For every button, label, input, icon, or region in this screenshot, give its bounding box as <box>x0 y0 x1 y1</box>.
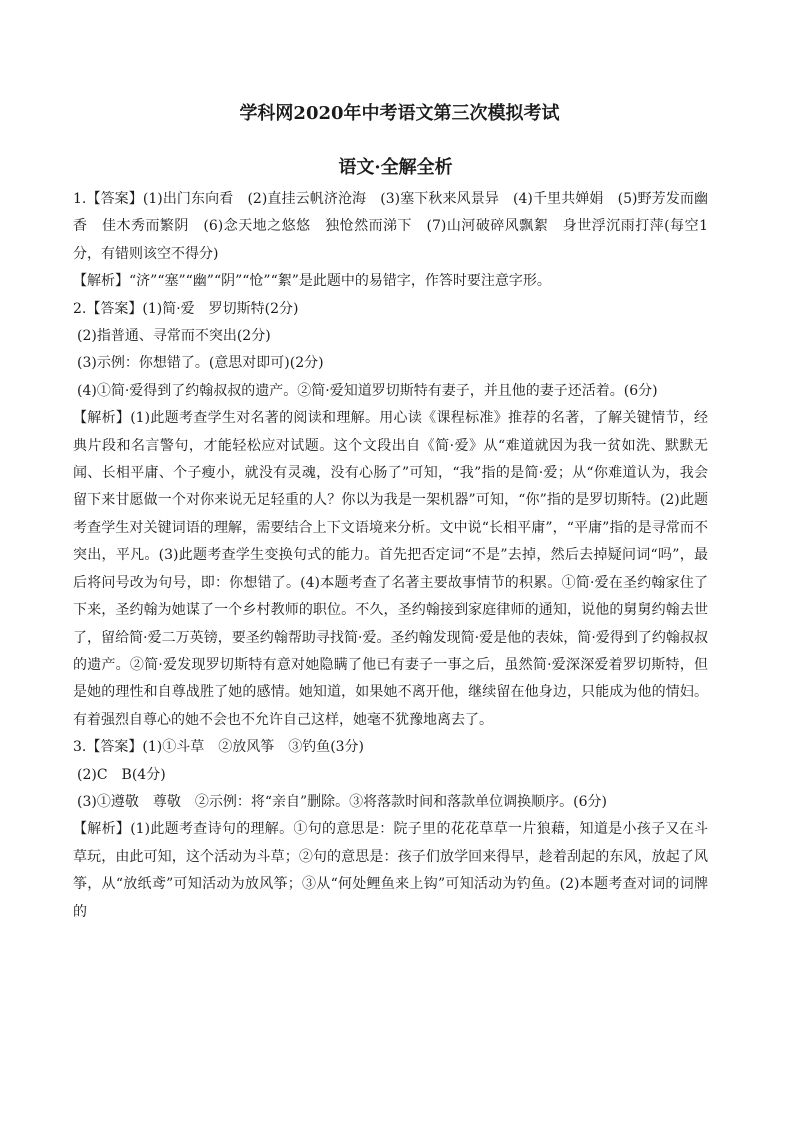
document-subtitle: 语文·全解全析 <box>338 157 453 178</box>
answer-2-part-3: (3)示例：你想错了。(意思对即可)(2分) <box>77 355 324 372</box>
answer-3-part-2: (2)C B(4分) <box>77 766 166 783</box>
document-body <box>73 186 708 926</box>
answer-3: 3.【答案】(1)①斗草 ②放风筝 ③钓鱼(3分) <box>73 739 365 756</box>
answer-2-part-2: (2)指普通、寻常而不突出(2分) <box>77 328 271 345</box>
answer-1: 1.【答案】(1)出门东向看 (2)直挂云帆济沧海 (3)塞下秋来风景异 (4)千里共婵娟 (5)野芳发而幽香 佳木秀而繁阴 (6)念天地之悠悠 独怆然而涕下 (7)山河破碎风飘絮 身世浮沉雨打萍(每空1分，有错则该空不得分) <box>73 191 708 262</box>
analysis-2: 【解析】(1)此题考查学生对名著的阅读和理解。用心读《课程标准》推荐的名著，了解关键情节，经典片段和名言警句，才能轻松应对试题。这个文段出自《简·爱》从“难道就因为我一贫如洗、默默无闻、长相平庸、个子瘦小，就没有灵魂，没有心肠了”可知，“我”指的是简·爱；从“你难道认为，我会留下来甘愿做一个对你来说无足轻重的人？你以为我是一架机器”可知，“你”指的是罗切斯特。(2)此题考查学生对关键词语的理解，需要结合上下文语境来分析。文中说“长相平庸”，“平庸”指的是寻常而不突出，平凡。(3)此题考查学生变换句式的能力。首先把否定词“不是”去掉，然后去掉疑问词“吗”，最后将问号改为句号，即：你想错了。(4)本题考查了名著主要故事情节的积累。①简·爱在圣约翰家住了下来，圣约翰为她谋了一个乡村教师的职位。不久，圣约翰接到家庭律师的通知，说他的舅舅约翰去世了，留给简·爱二万英镑，要圣约翰帮助寻找简·爱。圣约翰发现简·爱是他的表妹，简·爱得到了约翰叔叔的遗产。②简·爱发现罗切斯特有意对她隐瞒了他已有妻子一事之后，虽然简·爱深深爱着罗切斯特，但是她的理性和自尊战胜了她的感情。她知道，如果她不离开他，继续留在他身边，只能成为他的情妇。有着强烈自尊心的她不会也不允许自己这样，她毫不犹豫地离去了。 <box>73 410 708 728</box>
analysis-3: 【解析】(1)此题考查诗句的理解。①句的意思是：院子里的花花草草一片狼藉，知道是小孩子又在斗草玩，由此可知，这个活动为斗草；②句的意思是：孩子们放学回来得早，趁着刮起的东风，放起了风筝，从“放纸鸢”可知活动为放风筝；③从“何处鲤鱼来上钩”可知活动为钓鱼。(2)本题考查对词的词牌的 <box>73 821 708 920</box>
analysis-1: 【解析】“济”“塞”“幽”“阴”“怆”“絮”是此题中的易错字，作答时要注意字形。 <box>73 273 551 290</box>
document-title: 学科网2020年中考语文第三次模拟考试 <box>239 103 560 124</box>
answer-2-part-4: (4)①简·爱得到了约翰叔叔的遗产。②简·爱知道罗切斯特有妻子，并且他的妻子还活着。(6分) <box>77 382 658 399</box>
answer-2: 2.【答案】(1)简·爱 罗切斯特(2分) <box>73 300 299 317</box>
answer-3-part-3: (3)①遵敬 尊敬 ②示例：将“亲自”删除。③将落款时间和落款单位调换顺序。(6分) <box>77 793 607 810</box>
